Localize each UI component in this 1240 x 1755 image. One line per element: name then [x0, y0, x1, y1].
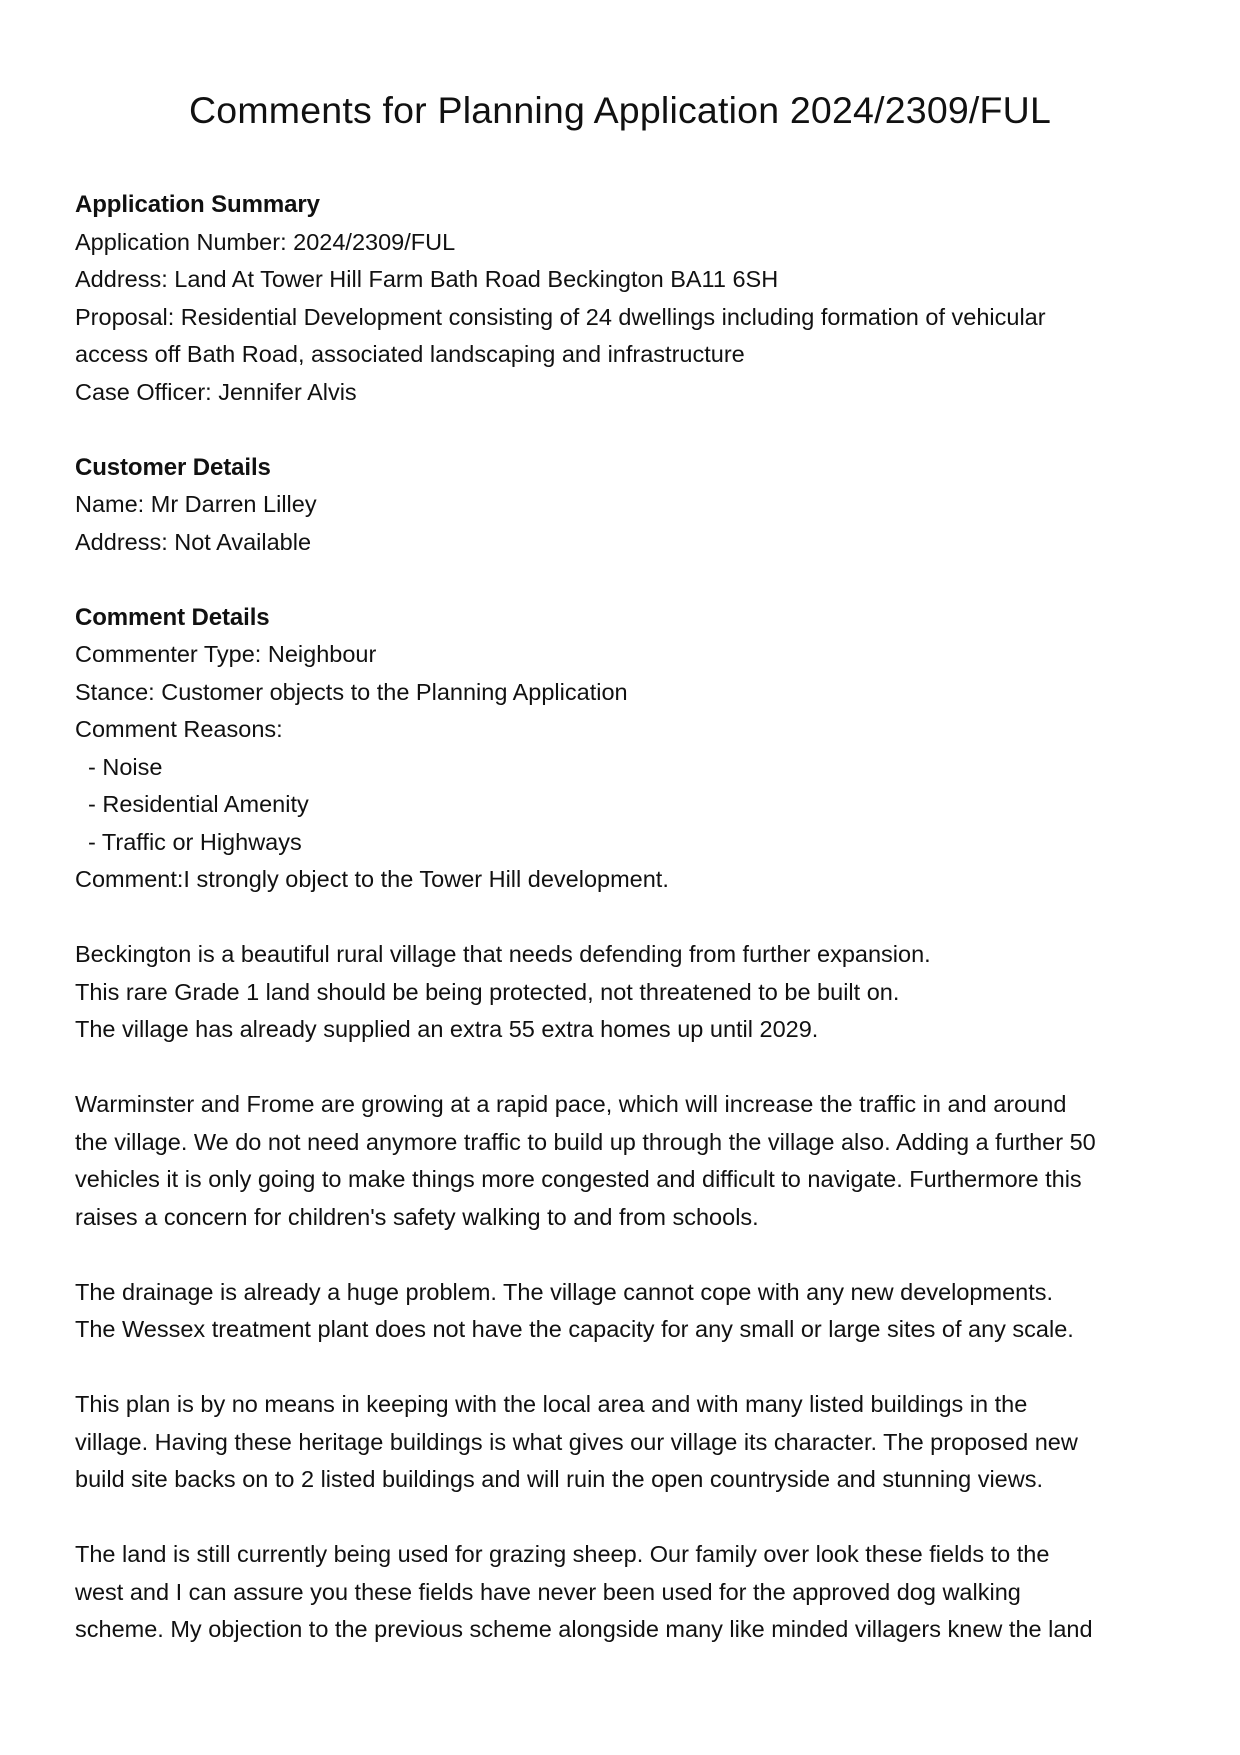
customer-name: Name: Mr Darren Lilley [75, 491, 317, 517]
paragraph-line: The village has already supplied an extra 55 extra homes up until 2029. [75, 1016, 819, 1042]
paragraph-line: scheme. My objection to the previous scheme alongside many like minded villagers knew the land [75, 1616, 1093, 1642]
paragraph-line: The land is still currently being used for grazing sheep. Our family over look these fields to the [75, 1541, 1050, 1567]
paragraph-line: village. Having these heritage buildings is what gives our village its character. The proposed new [75, 1428, 1078, 1455]
application-number: Application Number: 2024/2309/FUL [75, 228, 456, 255]
proposal-line-1: Proposal: Residential Development consisting of 24 dwellings including formation of vehicular [75, 303, 1046, 330]
comment-paragraph-2 [75, 1086, 1175, 1236]
comment-paragraph-3 [75, 1274, 1175, 1349]
comment-reason-item: - Traffic or Highways [88, 828, 302, 855]
paragraph-line: the village. We do not need anymore traffic to build up through the village also. Adding a further 50 [75, 1128, 1096, 1155]
paragraph-line: raises a concern for children's safety walking to and from schools. [75, 1203, 759, 1230]
comment-reason-item: - Residential Amenity [88, 791, 309, 817]
paragraph-line: build site backs on to 2 listed buildings and will ruin the open countryside and stunning views. [75, 1466, 1043, 1492]
stance: Stance: Customer objects to the Planning Application [75, 678, 628, 705]
customer-details-section [75, 449, 1175, 562]
case-officer: Case Officer: Jennifer Alvis [75, 378, 357, 405]
paragraph-line: Warminster and Frome are growing at a rapid pace, which will increase the traffic in and around [75, 1091, 1067, 1117]
commenter-type: Commenter Type: Neighbour [75, 641, 377, 667]
proposal-line-2: access off Bath Road, associated landscaping and infrastructure [75, 341, 745, 367]
paragraph-line: Beckington is a beautiful rural village that needs defending from further expansion. [75, 941, 931, 967]
paragraph-line: vehicles it is only going to make things more congested and difficult to navigate. Furthermore this [75, 1166, 1082, 1192]
page-title: Comments for Planning Application 2024/2309/FUL [189, 89, 1051, 131]
paragraph-line: The drainage is already a huge problem. The village cannot cope with any new developments. [75, 1278, 1054, 1305]
comment-reasons-label: Comment Reasons: [75, 716, 283, 742]
comment-reason-item: - Noise [88, 753, 163, 780]
document-page [75, 88, 1175, 1649]
application-summary-section [75, 186, 1175, 411]
customer-details-heading: Customer Details [75, 453, 271, 481]
application-summary-heading: Application Summary [75, 191, 320, 218]
comment-intro: Comment:I strongly object to the Tower Hill development. [75, 866, 669, 892]
comment-details-heading: Comment Details [75, 603, 270, 631]
comment-paragraph-4 [75, 1386, 1175, 1499]
comment-paragraph-1 [75, 936, 1175, 1049]
paragraph-line: This rare Grade 1 land should be being protected, not threatened to be built on. [75, 978, 900, 1005]
application-address: Address: Land At Tower Hill Farm Bath Road Beckington BA11 6SH [75, 266, 779, 292]
paragraph-line: west and I can assure you these fields have never been used for the approved dog walking [75, 1578, 1021, 1605]
paragraph-line: This plan is by no means in keeping with the local area and with many listed buildings in the [75, 1391, 1028, 1417]
customer-address: Address: Not Available [75, 528, 312, 555]
comment-details-section [75, 599, 1175, 899]
comment-paragraph-5 [75, 1536, 1175, 1649]
paragraph-line: The Wessex treatment plant does not have the capacity for any small or large sites of any scale. [75, 1316, 1074, 1342]
